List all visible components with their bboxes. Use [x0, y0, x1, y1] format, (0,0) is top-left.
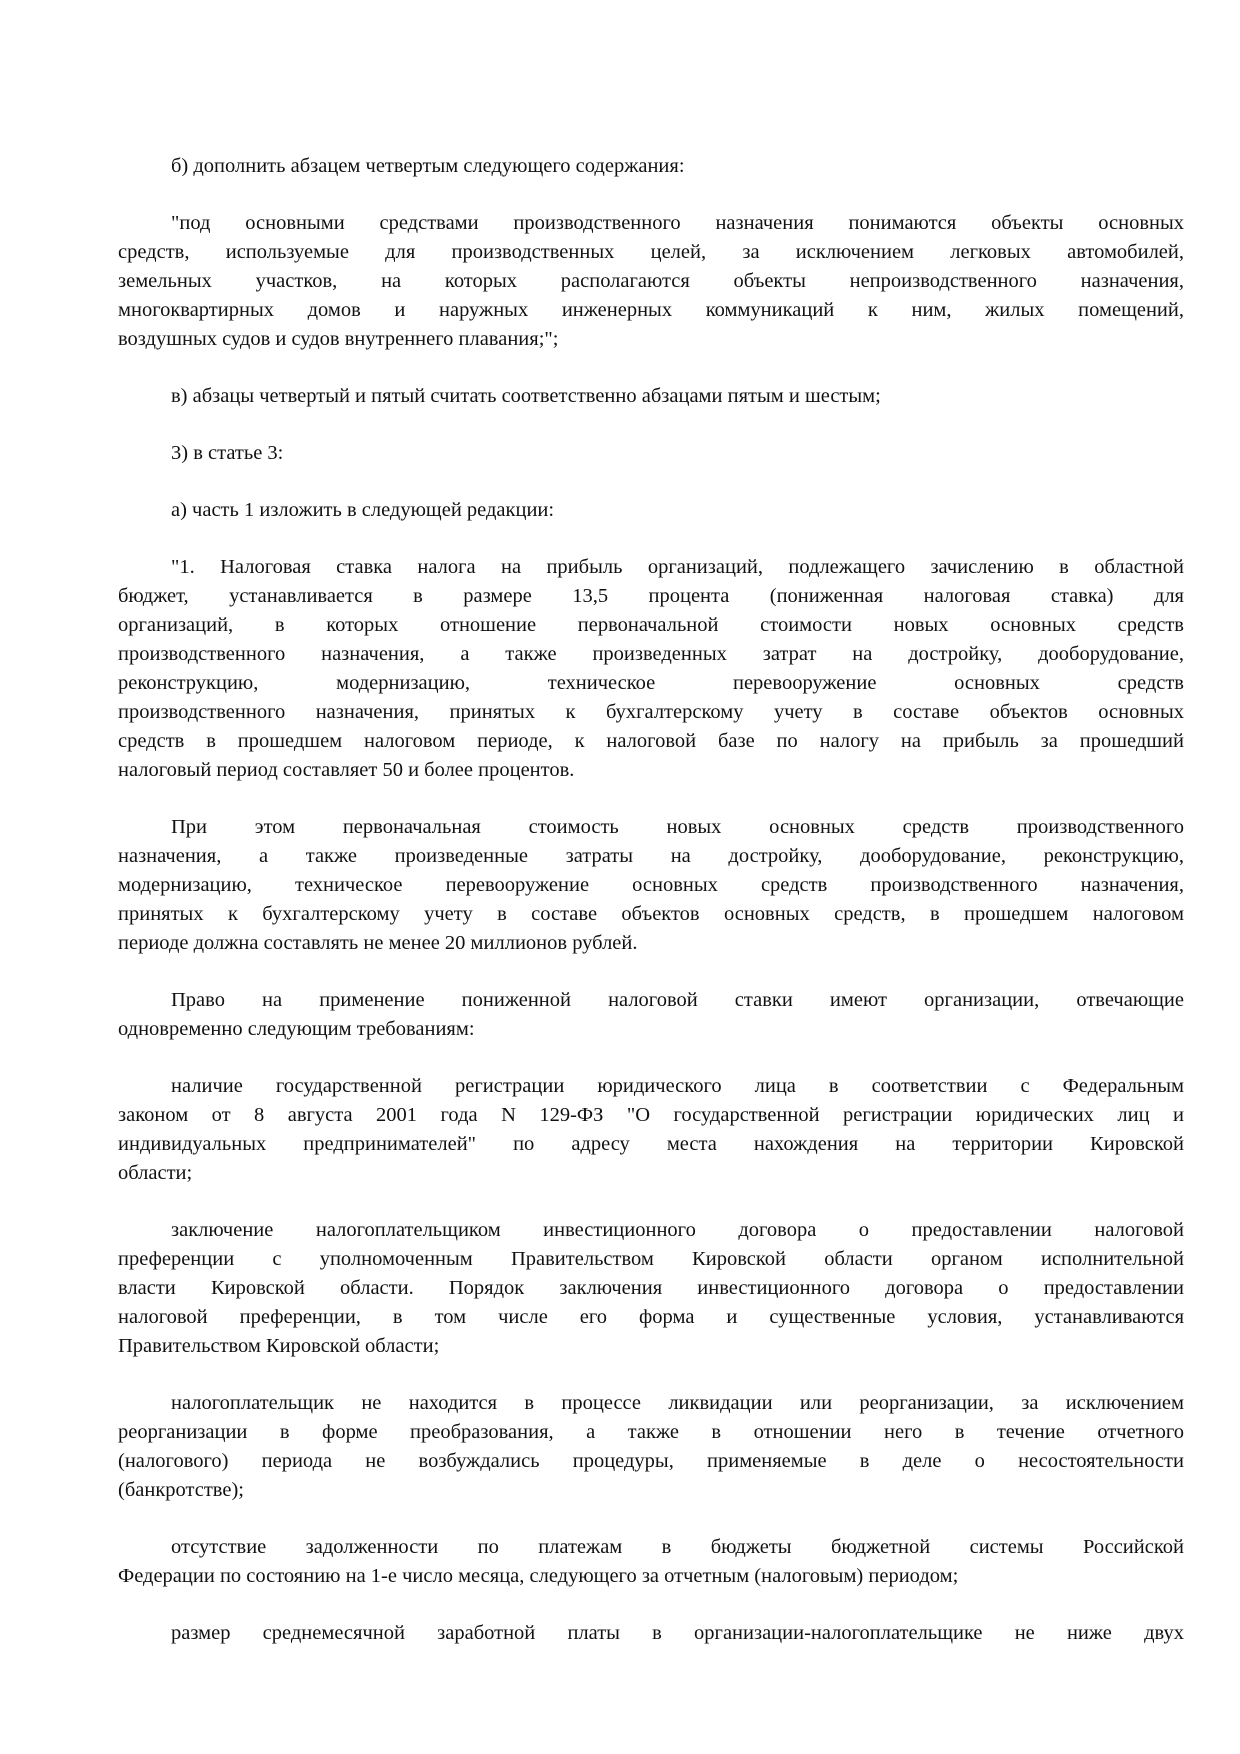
paragraph: [118, 553, 1184, 785]
paragraph: [118, 439, 1184, 468]
text-line: производственного назначения, а также произведенных затрат на достройку, дооборудование,: [118, 643, 1184, 665]
text-line: отсутствие задолженности по платежам в бюджеты бюджетной системы Российской: [171, 1536, 1184, 1558]
text-line: б) дополнить абзацем четвертым следующего содержания:: [171, 155, 685, 177]
text-line: "1. Налоговая ставка налога на прибыль организаций, подлежащего зачислению в областной: [171, 556, 1184, 578]
text-line: заключение налогоплательщиком инвестиционного договора о предоставлении налоговой: [171, 1219, 1184, 1241]
text-line: в) абзацы четвертый и пятый считать соответственно абзацами пятым и шестым;: [171, 385, 881, 407]
text-line: принятых к бухгалтерскому учету в составе объектов основных средств, в прошедшем налоговом: [118, 903, 1184, 925]
text-line: законом от 8 августа 2001 года N 129-ФЗ "О государственной регистрации юридических лиц и: [118, 1104, 1184, 1126]
text-line: Правительством Кировской области;: [118, 1335, 440, 1357]
text-line: индивидуальных предпринимателей" по адресу места нахождения на территории Кировской: [118, 1133, 1184, 1155]
text-line: земельных участков, на которых располагаются объекты непроизводственного назначения,: [118, 270, 1184, 292]
text-line: налоговый период составляет 50 и более процентов.: [118, 759, 575, 781]
text-line: 3) в статье 3:: [171, 442, 284, 464]
text-line: назначения, а также произведенные затраты на достройку, дооборудование, реконструкцию,: [118, 845, 1184, 867]
paragraph: [118, 209, 1184, 354]
text-line: производственного назначения, принятых к бухгалтерскому учету в составе объектов основных: [118, 701, 1184, 723]
paragraph: [118, 152, 1184, 181]
text-line: организаций, в которых отношение первоначальной стоимости новых основных средств: [118, 614, 1184, 636]
text-line: наличие государственной регистрации юридического лица в соответствии с Федеральным: [171, 1075, 1184, 1097]
text-line: налогоплательщик не находится в процессе ликвидации или реорганизации, за исключением: [171, 1392, 1184, 1414]
text-line: периоде должна составлять не менее 20 миллионов рублей.: [118, 932, 638, 954]
text-line: преференции с уполномоченным Правительством Кировской области органом исполнительной: [118, 1248, 1184, 1270]
paragraph: [118, 1389, 1184, 1505]
paragraph: [118, 382, 1184, 411]
paragraph: [118, 813, 1184, 958]
text-line: бюджет, устанавливается в размере 13,5 процента (пониженная налоговая ставка) для: [118, 585, 1184, 607]
document-page: [118, 152, 1184, 1676]
paragraph: [118, 1533, 1184, 1591]
text-line: воздушных судов и судов внутреннего плавания;";: [118, 328, 559, 350]
paragraph: [118, 1216, 1184, 1361]
paragraph: [118, 496, 1184, 525]
paragraph: [118, 986, 1184, 1044]
text-line: налоговой преференции, в том числе его форма и существенные условия, устанавливаются: [118, 1306, 1184, 1328]
text-line: размер среднемесячной заработной платы в организации-налогоплательщике не ниже двух: [171, 1622, 1184, 1644]
text-line: средств в прошедшем налоговом периоде, к налоговой базе по налогу на прибыль за прошедший: [118, 730, 1184, 752]
text-line: При этом первоначальная стоимость новых основных средств производственного: [171, 816, 1184, 838]
text-line: модернизацию, техническое перевооружение основных средств производственного назначения,: [118, 874, 1184, 896]
text-line: Право на применение пониженной налоговой ставки имеют организации, отвечающие: [171, 989, 1184, 1011]
text-line: области;: [118, 1162, 193, 1184]
text-line: а) часть 1 изложить в следующей редакции:: [171, 499, 555, 521]
paragraph: [118, 1619, 1184, 1648]
text-line: одновременно следующим требованиям:: [118, 1018, 475, 1040]
text-line: Федерации по состоянию на 1-е число месяца, следующего за отчетным (налоговым) периодом;: [118, 1565, 959, 1587]
text-line: (банкротстве);: [118, 1479, 244, 1501]
text-line: (налогового) периода не возбуждались процедуры, применяемые в деле о несостоятельности: [118, 1450, 1184, 1472]
text-line: "под основными средствами производственного назначения понимаются объекты основных: [171, 212, 1184, 234]
text-line: средств, используемые для производственных целей, за исключением легковых автомобилей,: [118, 241, 1184, 263]
text-line: многоквартирных домов и наружных инженерных коммуникаций к ним, жилых помещений,: [118, 299, 1184, 321]
text-line: реорганизации в форме преобразования, а также в отношении него в течение отчетного: [118, 1421, 1184, 1443]
text-line: реконструкцию, модернизацию, техническое перевооружение основных средств: [118, 672, 1184, 694]
text-line: власти Кировской области. Порядок заключения инвестиционного договора о предоставлении: [118, 1277, 1184, 1299]
paragraph: [118, 1072, 1184, 1188]
